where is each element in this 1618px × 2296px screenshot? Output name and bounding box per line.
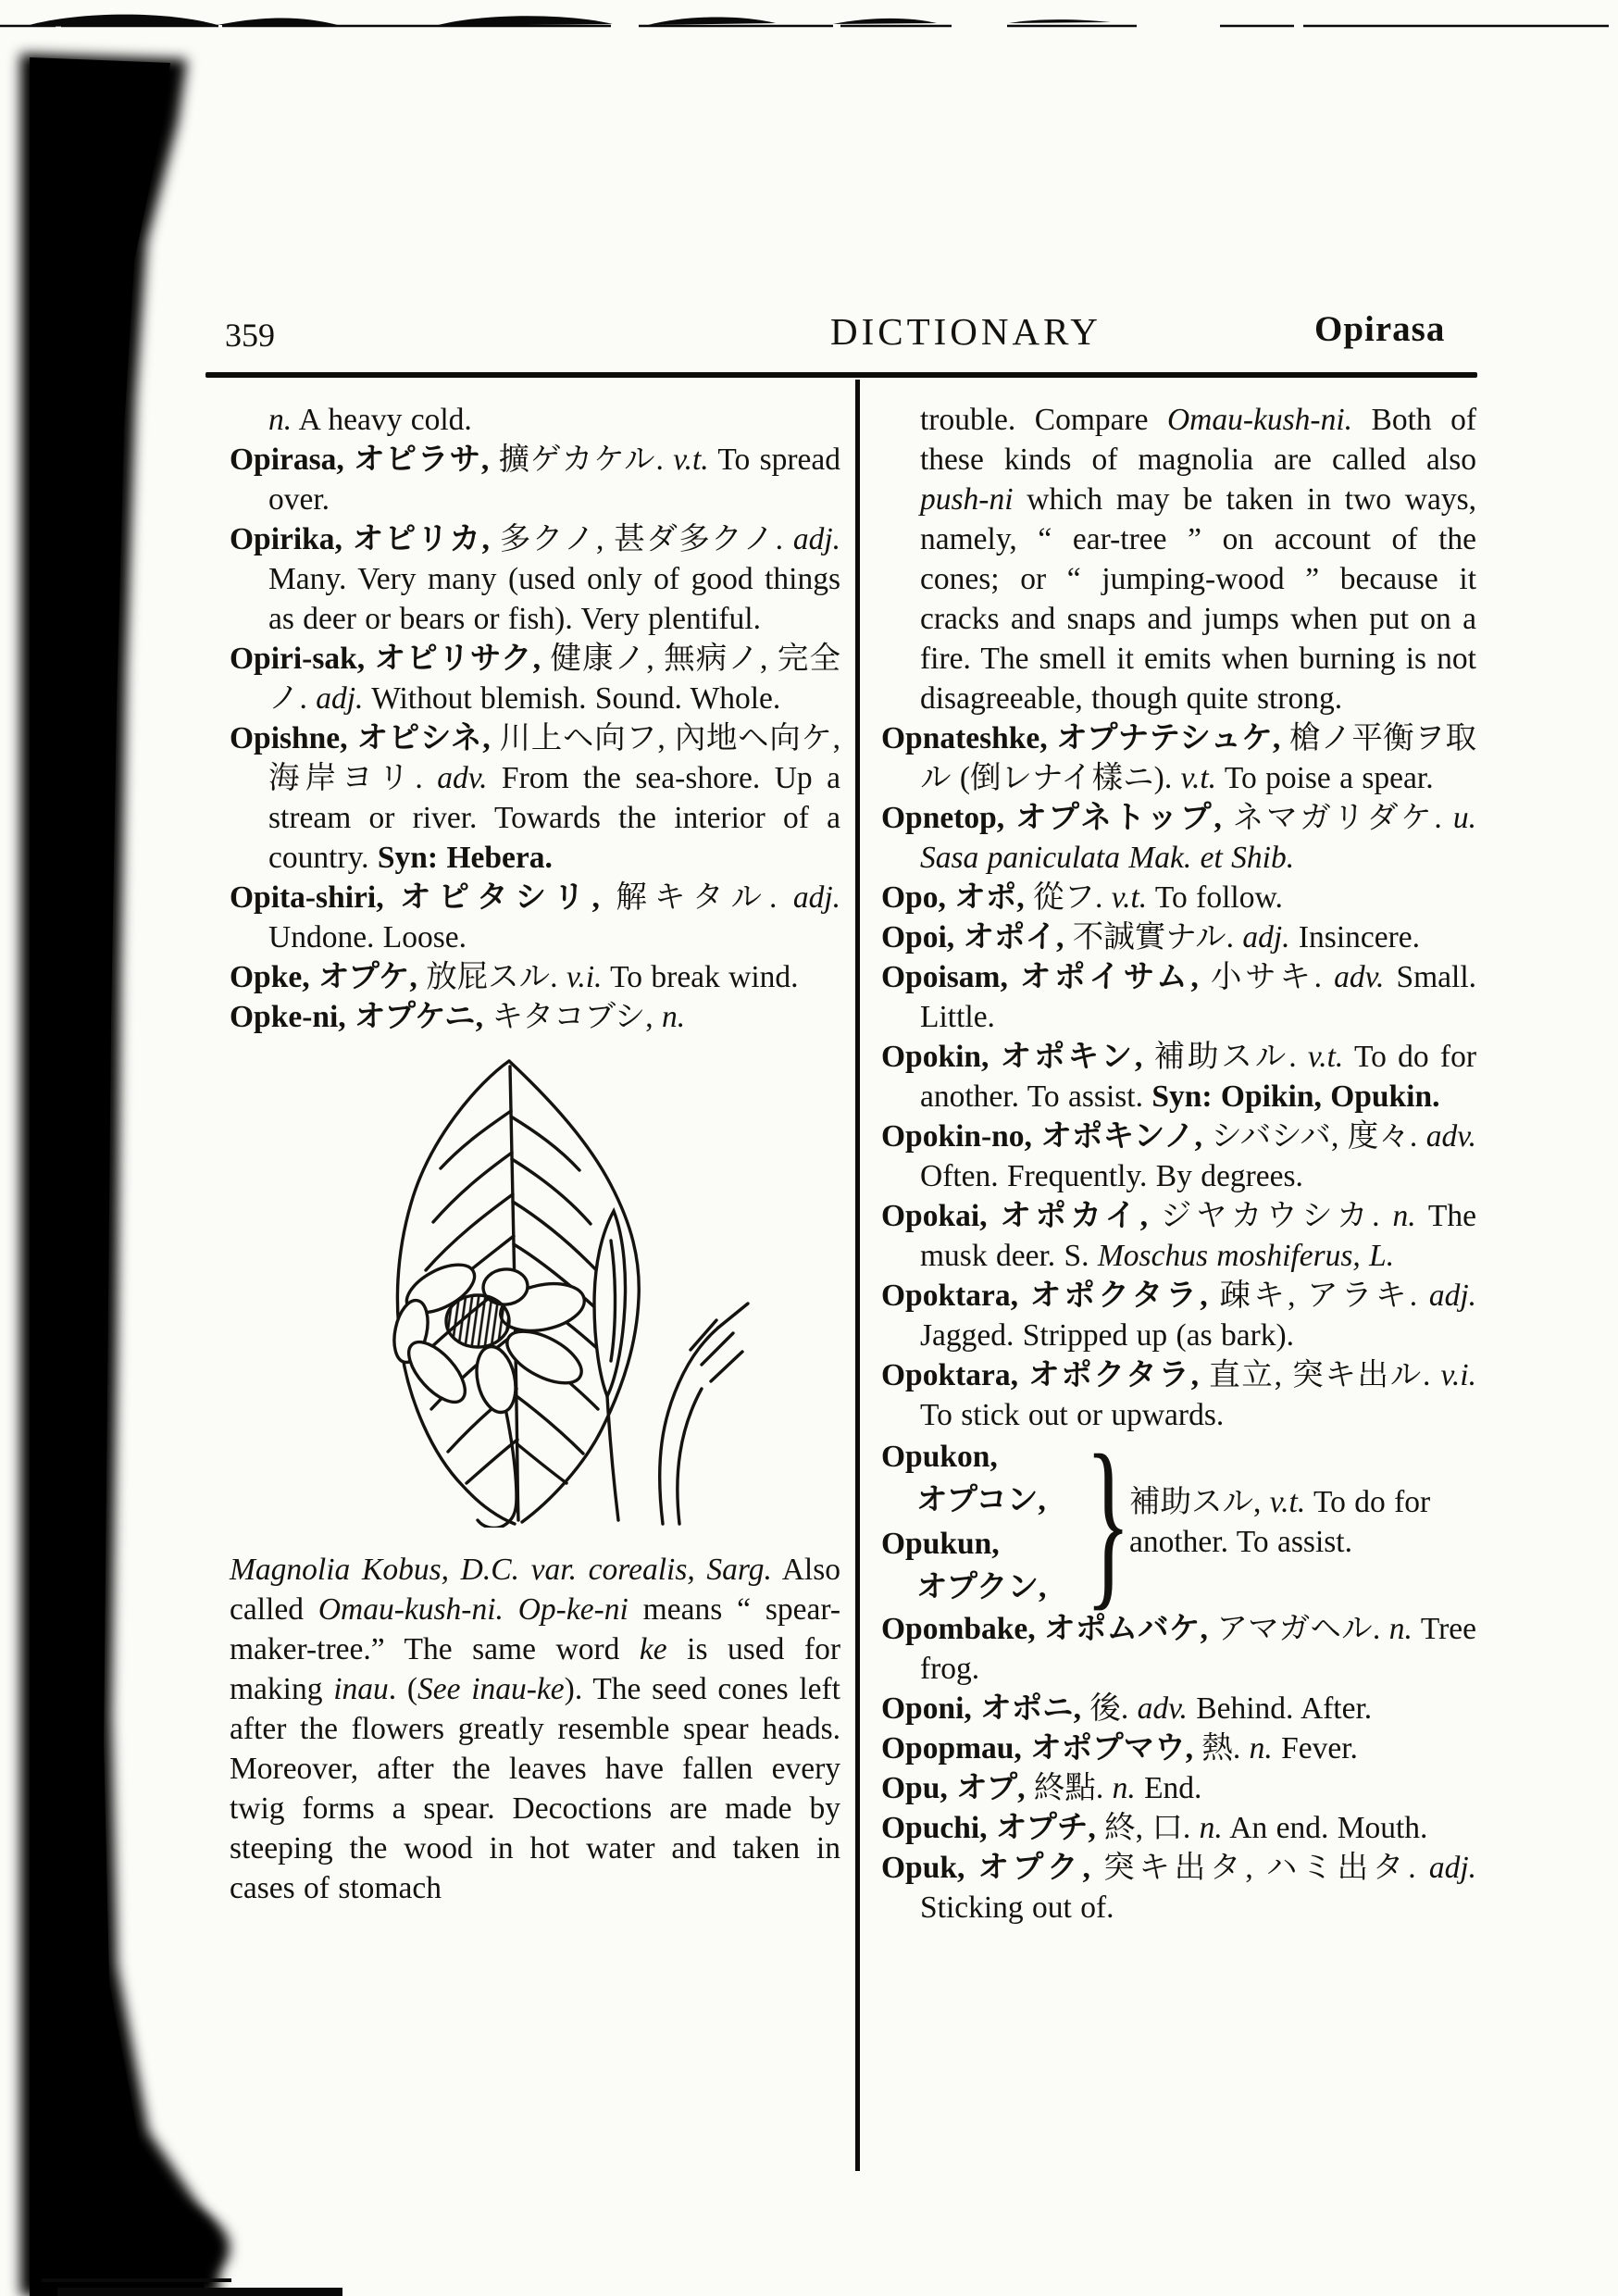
left-column (230, 400, 840, 1908)
dictionary-entry: Opoktara, オポクタラ, 疎キ, アラキ. adj. Jagged. Stripped up (as bark). (881, 1279, 1476, 1353)
dictionary-entry-braced (881, 1416, 1476, 1627)
dictionary-entry: Opuk, オプク, 突キ出タ, ハミ出タ. adj. Sticking out of. (881, 1851, 1476, 1925)
headword: オプコン, (916, 1483, 1046, 1517)
dictionary-entry: Opokin-no, オポキンノ, シバシバ, 度々. adv. Often. Frequently. By degrees. (881, 1119, 1476, 1193)
scan-edge-artifact-top (0, 0, 1618, 37)
entry-definition: 補助スル, v.t. To do for another. To assist. (1129, 1485, 1431, 1559)
dictionary-entry: Opombake, オポムバケ, アマガヘル. n. Tree frog. (881, 1612, 1476, 1686)
dictionary-entry: Opirasa, オピラサ, 擴ゲカケル. v.t. To spread over. (230, 443, 841, 517)
headword: オプクン, (916, 1570, 1047, 1604)
right-column (881, 400, 1476, 1928)
dictionary-entry: Opke-ni, オプケニ, キタコブシ, n. (230, 1000, 686, 1034)
dictionary-entry: n. A heavy cold. (268, 403, 472, 437)
page-title: DICTIONARY (830, 310, 1101, 353)
headword: Opukon, (881, 1440, 998, 1474)
dictionary-entry: Opo, オポ, 從フ. v.t. To follow. (881, 880, 1283, 915)
dictionary-entry: trouble. Compare Omau-kush-ni. Both of these kinds of magnolia are called also push-ni which may be taken in two ways, namely, “ ear-tree ” on account of the cones; or “ jumping-wood ” because it cracks and snaps and jumps when put on a fire. The smell it emits when burning is not disagreeable, though quite strong. (920, 403, 1477, 716)
dictionary-entry: Opokai, オポカイ, ジヤカウシカ. n. The musk deer. S. Moschus moshiferus, L. (881, 1199, 1477, 1273)
column-divider (855, 380, 860, 2171)
dictionary-entry: Oponi, オポニ, 後. adv. Behind. After. (881, 1691, 1373, 1726)
dictionary-entry: Opoktara, オポクタラ, 直立, 突キ出ル. v.i. To stick out or upwards. (881, 1358, 1476, 1432)
headword: Opukun, (881, 1527, 1000, 1561)
dictionary-entry: Opokin, オポキン, 補助スル. v.t. To do for another. To assist. Syn: Opikin, Opukin. (881, 1040, 1476, 1114)
guide-word: Opirasa (1314, 309, 1446, 349)
page-number: 359 (225, 317, 275, 354)
figure-caption (230, 1550, 840, 1908)
dictionary-entry: Opoi, オポイ, 不誠實ナル. adj. Insincere. (881, 920, 1421, 955)
dictionary-entry: Opita-shiri, オピタシリ, 解キタル. adj. Undone. Loose. (230, 880, 840, 955)
left-entries (230, 400, 840, 1037)
dictionary-entry: Opu, オプ, 終點. n. End. (881, 1771, 1202, 1805)
dictionary-entry: Opnateshke, オプナテシュケ, 槍ノ平衡ヲ取ル (倒レナイ樣ニ). v.t. To poise a spear. (881, 721, 1477, 795)
dictionary-entry: Opishne, オピシネ, 川上ヘ向フ, 內地ヘ向ケ, 海岸ヨリ. adv. From the sea-shore. Up a stream or river. Towards the interior of a country. Syn: Hebera. (230, 721, 840, 875)
magnolia-kobus-illustration (385, 1055, 755, 1528)
dictionary-entry: Opnetop, オプネトップ, ネマガリダケ. u. Sasa paniculata Mak. et Shib. (881, 801, 1476, 875)
right-entries (881, 400, 1476, 1928)
brace-glyph: } (1085, 1416, 1131, 1627)
dictionary-entry: Opke, オプケ, 放屁スル. v.i. To break wind. (230, 960, 799, 994)
dictionary-entry: Opopmau, オポプマウ, 熱. n. Fever. (881, 1731, 1358, 1766)
dictionary-entry: Opiri-sak, オピリサク, 健康ノ, 無病ノ, 完全ノ. adj. Without blemish. Sound. Whole. (230, 642, 840, 716)
dictionary-entry: Opirika, オピリカ, 多クノ, 甚ダ多クノ. adj. Many. Very many (used only of good things as deer or bears or fish). Very plentiful. (230, 522, 841, 636)
header-rule (205, 372, 1477, 378)
dictionary-entry: Magnolia Kobus, D.C. var. corealis, Sarg. Also called Omau-kush-ni. Op-ke-ni means “ spear-maker-tree.” The same word ke is used for making inau. (See inau-ke). The seed cones left after the flowers greatly resemble spear heads. Moreover, after the leaves have fallen every twig forms a spear. Decoctions are made by steeping the wood in hot water and taken in cases of stomach (230, 1553, 840, 1905)
dictionary-entry: Opuchi, オプチ, 終, 口. n. An end. Mouth. (881, 1811, 1428, 1845)
dictionary-entry: Opoisam, オポイサム, 小サキ. adv. Small. Little. (881, 960, 1476, 1034)
